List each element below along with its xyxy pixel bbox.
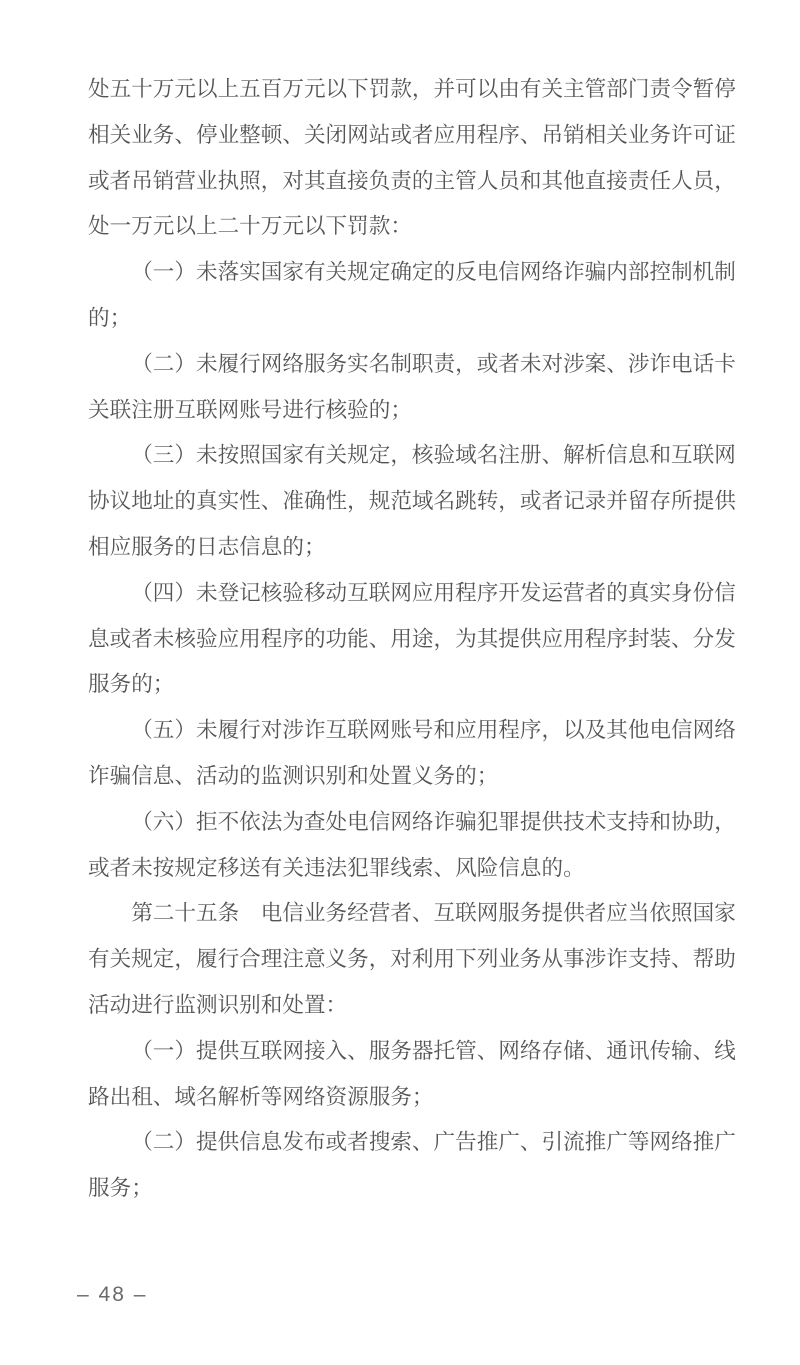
text-line: 协议地址的真实性、准确性，规范域名跳转，或者记录并留存所提供	[88, 488, 736, 514]
page-number: – 48 –	[77, 1283, 148, 1306]
text-line: 处一万元以上二十万元以下罚款：	[88, 213, 412, 239]
text-line: 活动进行监测识别和处置：	[88, 991, 348, 1017]
text-line: 路出租、域名解析等网络资源服务；	[88, 1083, 434, 1109]
text-line: 服务；	[88, 1175, 153, 1201]
text-line: （一）提供互联网接入、服务器托管、网络存储、通讯传输、线	[131, 1037, 736, 1063]
text-line: 诈骗信息、活动的监测识别和处置义务的；	[88, 762, 499, 788]
text-line: 的；	[88, 304, 132, 330]
text-line: 相应服务的日志信息的；	[88, 533, 326, 559]
text-line: 息或者未核验应用程序的功能、用途，为其提供应用程序封装、分发	[88, 625, 736, 651]
text-line: 或者未按规定移送有关违法犯罪线索、风险信息的。	[88, 854, 585, 880]
text-line: （五）未履行对涉诈互联网账号和应用程序，以及其他电信网络	[131, 717, 736, 743]
text-line: 关联注册互联网账号进行核验的；	[88, 396, 412, 422]
text-line: 相关业务、停业整顿、关闭网站或者应用程序、吊销相关业务许可证	[88, 121, 736, 147]
text-line: 有关规定，履行合理注意义务，对利用下列业务从事涉诈支持、帮助	[88, 946, 736, 972]
text-line: （六）拒不依法为查处电信网络诈骗犯罪提供技术支持和协助，	[131, 808, 736, 834]
text-line: 或者吊销营业执照，对其直接负责的主管人员和其他直接责任人员，	[88, 167, 736, 193]
text-line: （三）未按照国家有关规定，核验域名注册、解析信息和互联网	[131, 442, 736, 468]
text-line: （四）未登记核验移动互联网应用程序开发运营者的真实身份信	[131, 579, 736, 605]
document-body	[88, 66, 738, 1211]
text-line: （一）未落实国家有关规定确定的反电信网络诈骗内部控制机制	[131, 259, 736, 285]
text-line: （二）未履行网络服务实名制职责，或者未对涉案、涉诈电话卡	[131, 350, 736, 376]
text-line: 处五十万元以上五百万元以下罚款，并可以由有关主管部门责令暂停	[88, 76, 736, 101]
text-line: （二）提供信息发布或者搜索、广告推广、引流推广等网络推广	[131, 1129, 736, 1155]
page-footer	[77, 1283, 147, 1307]
text-line: 第二十五条 电信业务经营者、互联网服务提供者应当依照国家	[131, 900, 736, 926]
text-line: 服务的；	[88, 671, 175, 697]
